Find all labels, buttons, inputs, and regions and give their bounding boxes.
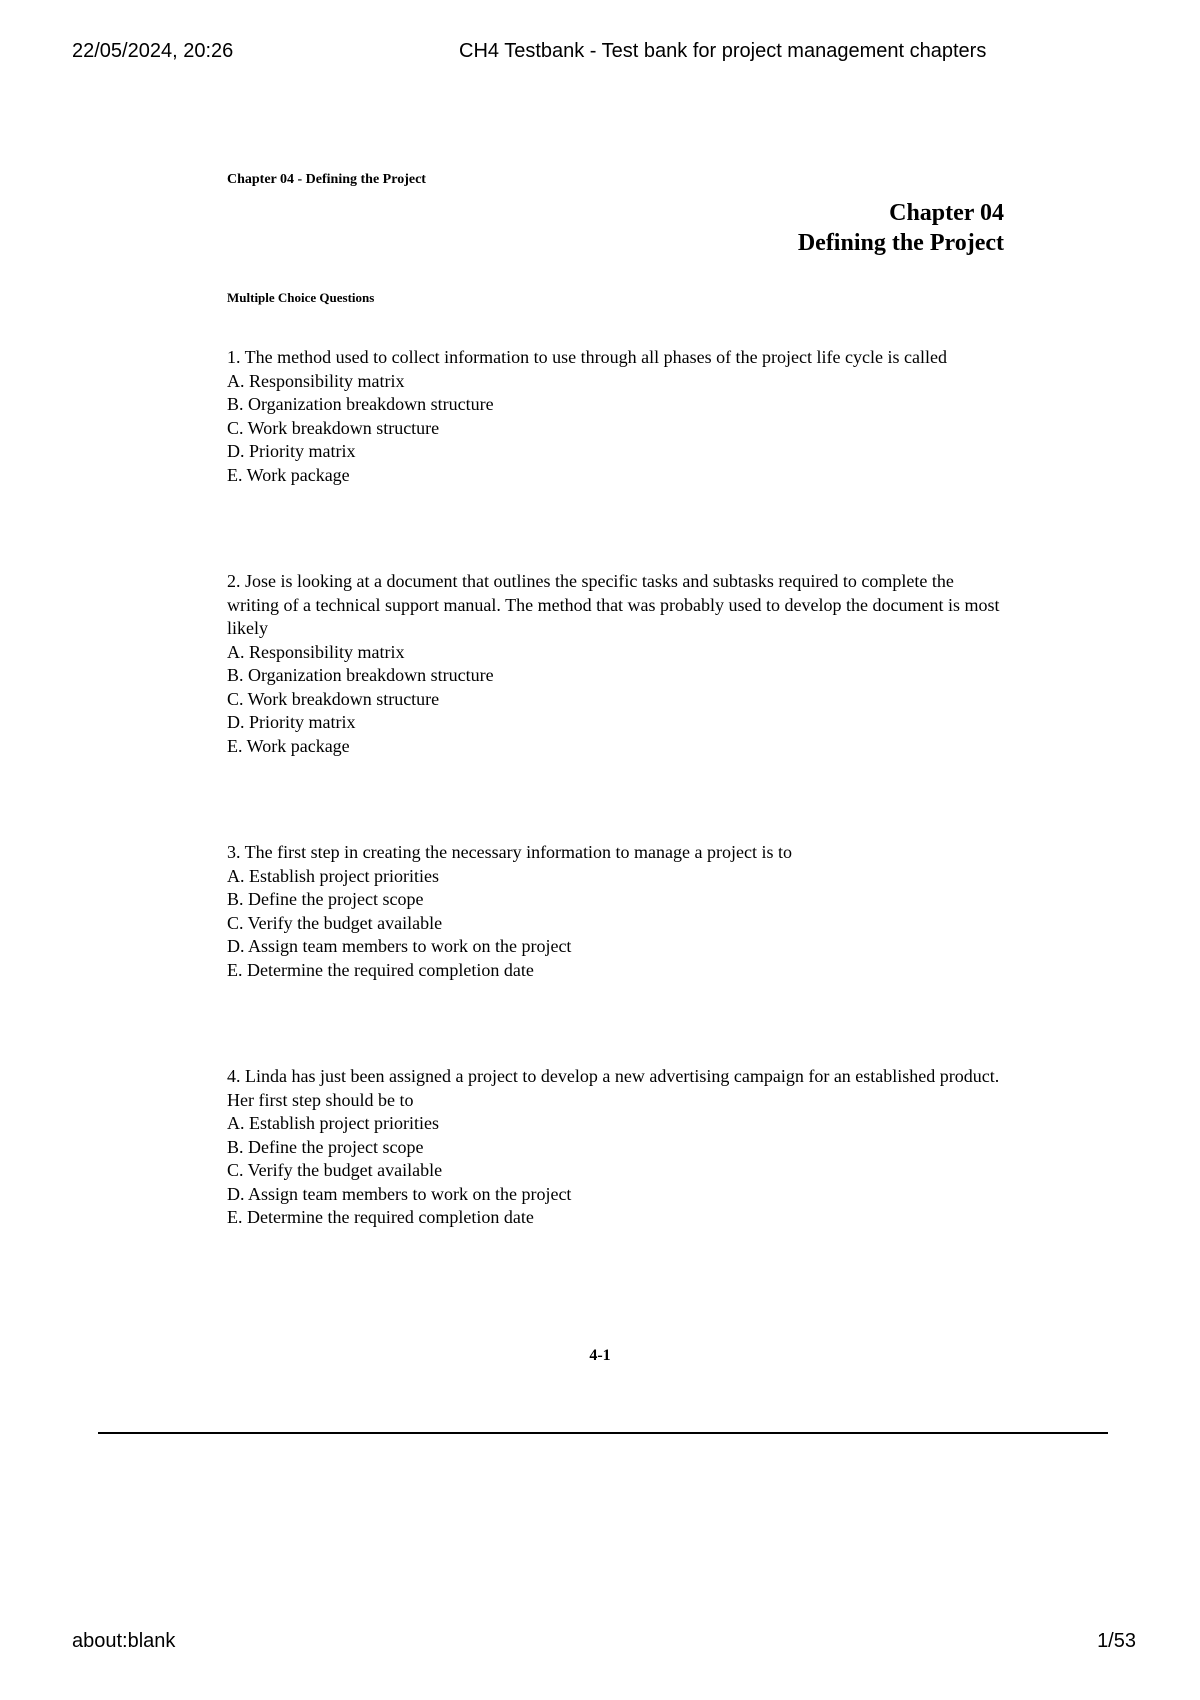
question-list (227, 346, 1004, 1230)
answer-option: A. Responsibility matrix (227, 370, 405, 391)
answer-option: B. Define the project scope (227, 889, 424, 909)
page-number: 4-1 (589, 1347, 611, 1364)
print-document-title: CH4 Testbank - Test bank for project management chapters (459, 40, 987, 62)
print-header (72, 40, 1128, 70)
answer-option: A. Establish project priorities (227, 865, 439, 886)
answer-option: D. Assign team members to work on the project (227, 936, 572, 956)
answer-option: E. Work package (227, 735, 350, 756)
answer-option: B. Define the project scope (227, 1136, 424, 1157)
question-stem: 4. Linda has just been assigned a project to develop a new advertising campaign for an established product. Her first step should be to (227, 1066, 1000, 1110)
answer-option: E. Determine the required completion date (227, 1207, 534, 1227)
question-2 (227, 570, 1004, 758)
answer-option: B. Organization breakdown structure (227, 665, 494, 685)
question-stem: 3. The first step in creating the necessary information to manage a project is to (227, 842, 792, 862)
document-page (227, 172, 1004, 1230)
print-url: about:blank (72, 1630, 176, 1652)
answer-option: A. Establish project priorities (227, 1113, 439, 1133)
chapter-title: Defining the Project (797, 230, 1004, 256)
answer-option: E. Work package (227, 464, 350, 485)
answer-option: C. Verify the budget available (227, 1160, 443, 1180)
print-page-count: 1/53 (1097, 1630, 1136, 1652)
question-stem: 2. Jose is looking at a document that outlines the specific tasks and subtasks required to complete the writing of a technical support manual. The method that was probably used to develop the document is most likely (227, 571, 1000, 638)
question-1 (227, 346, 1004, 487)
answer-option: C. Work breakdown structure (227, 688, 440, 709)
print-footer (72, 1630, 1136, 1660)
answer-option: D. Assign team members to work on the project (227, 1183, 572, 1204)
running-head: Chapter 04 - Defining the Project (227, 172, 426, 187)
question-stem: 1. The method used to collect information to use through all phases of the project life cycle is called (227, 347, 947, 367)
page-divider (98, 1432, 1108, 1434)
chapter-number: Chapter 04 (889, 200, 1004, 226)
question-3 (227, 841, 1004, 982)
question-4 (227, 1065, 1004, 1230)
answer-option: A. Responsibility matrix (227, 641, 405, 662)
answer-option: D. Priority matrix (227, 441, 356, 461)
answer-option: E. Determine the required completion date (227, 959, 534, 980)
print-datetime: 22/05/2024, 20:26 (72, 40, 234, 62)
answer-option: B. Organization breakdown structure (227, 394, 494, 414)
chapter-heading (227, 198, 1004, 258)
answer-option: C. Work breakdown structure (227, 417, 440, 438)
answer-option: C. Verify the budget available (227, 912, 443, 933)
answer-option: D. Priority matrix (227, 712, 356, 732)
section-label: Multiple Choice Questions (227, 290, 375, 305)
